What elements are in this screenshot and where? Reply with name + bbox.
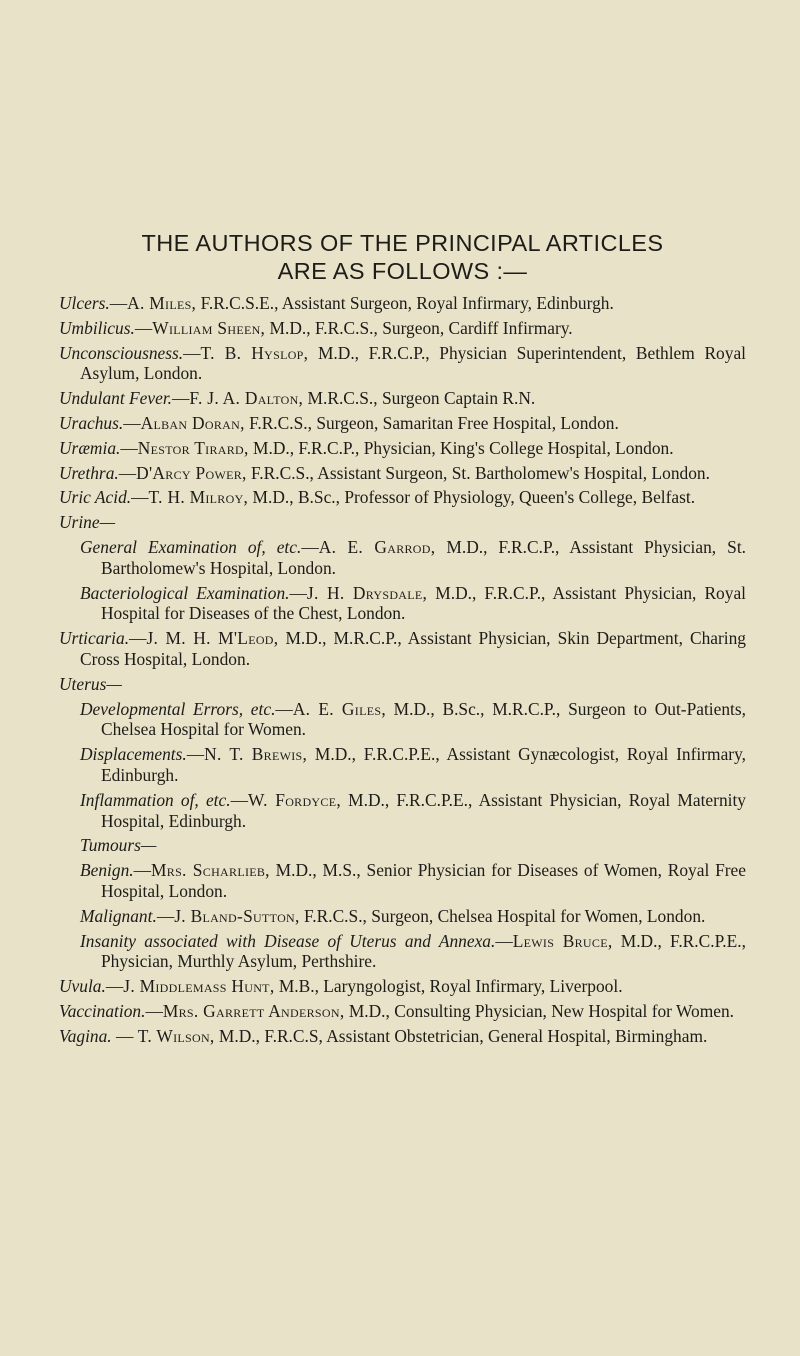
entry-subject: Umbilicus.: [59, 317, 135, 338]
entry-subject: Urine—: [59, 512, 116, 533]
entry-separator: —: [131, 487, 149, 508]
author-credentials: M.D., Consulting Physician, New Hospital for Women.: [344, 1000, 735, 1021]
heading-line-1: THE AUTHORS OF THE PRINCIPAL ARTICLES: [141, 230, 664, 256]
author-credentials: M.R.C.S., Surgeon Captain R.N.: [303, 388, 536, 409]
entry-subject: Uræmia.: [59, 437, 121, 458]
author-credentials: M.D., F.R.C.P., Assistant Physician, St. Bartholomew's Hospital, London.: [101, 536, 746, 578]
entry-separator: —: [105, 976, 124, 997]
entry-subject: Insanity associated with Disease of Uterus and Annexa.: [80, 930, 496, 951]
author-name: A. E. Giles,: [292, 698, 386, 719]
author-entry: [80, 931, 746, 973]
author-credentials: M.D., F.R.C.P.E., Assistant Gynæcologist, Royal Infirmary, Edinburgh.: [101, 744, 746, 785]
entry-separator: —: [111, 1025, 138, 1046]
author-credentials: M.B., Laryngologist, Royal Infirmary, Liverpool.: [274, 976, 623, 997]
entry-separator: —: [172, 388, 190, 409]
author-name: J. H. Drysdale,: [306, 582, 428, 603]
entry-separator: —: [289, 582, 307, 603]
author-name: W. Fordyce,: [247, 789, 341, 810]
author-credentials: M.D., M.R.C.P., Assistant Physician, Skin Department, Charing Cross Hospital, London.: [80, 628, 746, 669]
author-entry: [59, 343, 746, 385]
entry-subject: Unconsciousness.: [59, 342, 184, 363]
entry-separator: —: [186, 744, 205, 765]
author-credentials: F.R.C.S., Surgeon, Chelsea Hospital for Women, London.: [299, 905, 706, 926]
entry-subject: Tumours—: [80, 835, 157, 856]
author-entry: [80, 583, 746, 625]
author-name: Lewis Bruce,: [512, 930, 613, 951]
author-entry: [59, 976, 746, 997]
author-entry: [59, 413, 746, 434]
author-entry: [59, 1001, 746, 1022]
author-credentials: M.D., B.Sc., Professor of Physiology, Queen's College, Belfast.: [248, 487, 696, 508]
author-name: D'Arcy Power,: [136, 462, 247, 483]
author-entry: [80, 744, 746, 786]
entry-subject: Malignant.: [80, 905, 157, 926]
author-credentials: M.D., F.R.C.P., Physician, King's College Hospital, London.: [248, 437, 674, 458]
author-entry: [59, 438, 746, 459]
entry-separator: —: [109, 293, 128, 313]
author-entry: [80, 860, 746, 902]
author-entry: [59, 293, 746, 314]
entry-subject: General Examination of, etc.: [80, 536, 302, 557]
entry-subject: Uvula.: [59, 976, 106, 997]
entry-subject: Uterus—: [59, 673, 122, 694]
heading-line-2: ARE AS FOLLOWS :—: [277, 258, 528, 284]
entry-separator: —: [495, 930, 513, 951]
author-entry: [59, 628, 746, 670]
author-credentials: F.R.C.S., Assistant Surgeon, St. Bartholomew's Hospital, London.: [246, 462, 710, 483]
section-heading: [80, 835, 746, 856]
section-heading: [59, 512, 746, 533]
author-entry: [80, 699, 746, 741]
page-heading: [59, 229, 746, 285]
entry-separator: —: [120, 437, 138, 458]
author-credentials: M.D., F.R.C.S., Surgeon, Cardiff Infirmary.: [265, 317, 573, 338]
author-name: A. E. Garrod,: [318, 536, 436, 557]
entry-separator: —: [156, 905, 175, 926]
author-name: T. Wilson,: [137, 1025, 215, 1046]
entry-subject: Undulant Fever.: [59, 388, 173, 409]
entry-subject: Uric Acid.: [59, 487, 132, 508]
author-credentials: M.D., F.R.C.P.E., Physician, Murthly Asylum, Perthshire.: [101, 930, 746, 972]
author-entry: [80, 537, 746, 579]
entry-separator: —: [301, 536, 319, 557]
author-entry: [80, 790, 746, 832]
entry-separator: —: [123, 412, 141, 433]
author-name: William Sheen,: [152, 317, 266, 338]
authors-list: [59, 293, 746, 1047]
author-name: Mrs. Garrett Anderson,: [162, 1000, 345, 1021]
author-entry: [59, 1026, 746, 1047]
entry-subject: Benign.: [80, 860, 134, 881]
author-credentials: M.D., F.R.C.S, Assistant Obstetrician, General Hospital, Birmingham.: [214, 1025, 708, 1046]
author-name: T. H. Milroy,: [148, 487, 249, 508]
author-name: Nestor Tirard,: [137, 437, 249, 458]
author-name: A. Miles,: [127, 293, 197, 313]
entry-separator: —: [133, 860, 151, 881]
author-name: N. T. Brewis,: [204, 744, 308, 765]
author-entry: [80, 906, 746, 927]
entry-subject: Vaccination.: [59, 1000, 146, 1021]
entry-separator: —: [230, 789, 248, 810]
entry-subject: Displacements.: [80, 744, 187, 765]
entry-subject: Bacteriological Examination.: [80, 582, 290, 603]
entry-subject: Ulcers.: [59, 293, 110, 313]
entry-subject: Urethra.: [59, 462, 119, 483]
entry-subject: Inflammation of, etc.: [80, 789, 231, 810]
entry-separator: —: [134, 317, 153, 338]
entry-separator: —: [275, 698, 293, 719]
entry-separator: —: [129, 628, 147, 649]
author-entry: [59, 487, 746, 508]
entry-separator: —: [183, 342, 201, 363]
author-name: J. Bland-Sutton,: [174, 905, 300, 926]
entry-separator: —: [145, 1000, 163, 1021]
section-heading: [59, 674, 746, 695]
author-name: Alban Doran,: [140, 412, 245, 433]
author-credentials: M.D., M.S., Senior Physician for Diseases of Women, Royal Free Hospital, London.: [101, 860, 746, 901]
author-credentials: M.D., F.R.C.P.E., Assistant Physician, Royal Maternity Hospital, Edinburgh.: [101, 789, 746, 831]
author-entry: [59, 388, 746, 409]
author-credentials: M.D., F.R.C.P., Physician Superintendent, Bethlem Royal Asylum, London.: [80, 342, 746, 384]
author-credentials: M.D., B.Sc., M.R.C.P., Surgeon to Out-Patients, Chelsea Hospital for Women.: [101, 698, 746, 740]
entry-subject: Urachus.: [59, 412, 124, 433]
author-entry: [59, 463, 746, 484]
author-entry: [59, 318, 746, 339]
author-name: J. M. H. M'Leod,: [146, 628, 279, 649]
author-credentials: F.R.C.S., Surgeon, Samaritan Free Hospital, London.: [244, 412, 619, 433]
author-name: T. B. Hyslop,: [200, 342, 309, 363]
entry-subject: Developmental Errors, etc.: [80, 698, 276, 719]
author-credentials: F.R.C.S.E., Assistant Surgeon, Royal Infirmary, Edinburgh.: [196, 293, 614, 313]
author-name: Mrs. Scharlieb,: [151, 860, 270, 881]
entry-separator: —: [118, 462, 137, 483]
author-credentials: M.D., F.R.C.P., Assistant Physician, Royal Hospital for Diseases of the Chest, London.: [101, 582, 746, 624]
author-name: F. J. A. Dalton,: [189, 388, 304, 409]
entry-subject: Urticaria.: [59, 628, 130, 649]
entry-subject: Vagina.: [59, 1025, 112, 1046]
author-name: J. Middlemass Hunt,: [123, 976, 275, 997]
